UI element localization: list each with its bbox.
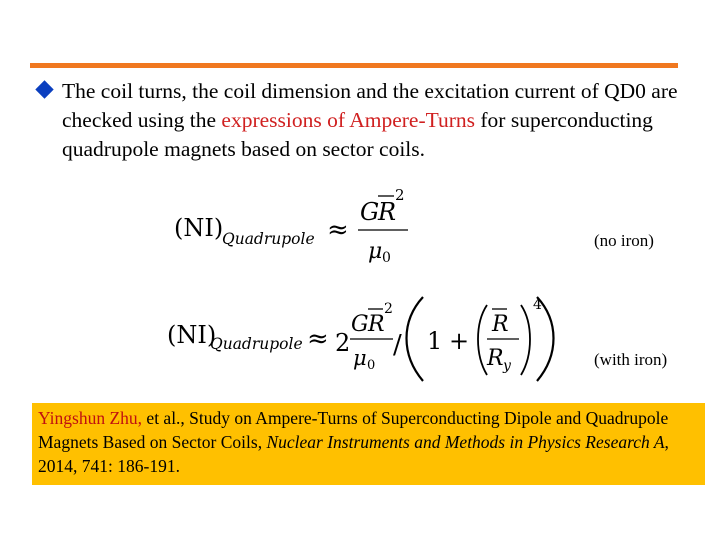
reference-middle: et al., Study on Ampere-Turns of Superconducting Dipole and Quadrupole Magnets Based on Sector Coils,	[38, 408, 669, 452]
eq2-den-mu: μ	[353, 346, 367, 370]
eq1-num-exp: 2	[395, 186, 405, 204]
eq2-num-g: G	[351, 312, 369, 337]
bullet-text-after: for superconducting quadrupole magnets based on sector coils.	[62, 108, 653, 161]
diamond-icon	[35, 80, 53, 98]
eq2-one: 1	[427, 327, 443, 355]
eq2-inner-num: R	[492, 312, 509, 337]
reference-box	[32, 403, 705, 485]
bullet-text-before: The coil turns, the coil dimension and the excitation current of QD0 are checked using the	[62, 79, 678, 132]
eq2-relation: ≈	[307, 324, 329, 354]
eq1-lhs: (NI)	[174, 214, 224, 242]
eq2-outer-exp: 4	[533, 297, 542, 313]
eq1-num-r: R	[378, 198, 397, 226]
reference-journal: Nuclear Instruments and Methods in Physics Research A	[266, 432, 665, 452]
top-accent-rule	[30, 63, 678, 68]
eq1-num-g: G	[360, 198, 380, 226]
eq2-inner-left-paren	[478, 305, 487, 375]
equation-with-iron	[165, 293, 575, 385]
eq1-lhs-sub: Quadrupole	[222, 230, 315, 248]
bullet-highlight: expressions of Ampere-Turns	[221, 108, 476, 132]
note-no-iron: (no iron)	[594, 231, 654, 250]
eq2-slash: /	[393, 330, 402, 360]
bullet-text	[62, 77, 682, 164]
eq2-plus: +	[449, 327, 470, 355]
eq2-lhs-sub: Quadrupole	[210, 335, 303, 353]
eq2-inner-right-paren	[521, 305, 530, 375]
equation-no-iron	[172, 182, 412, 268]
eq2-num-exp: 2	[384, 301, 393, 317]
eq1-relation: ≈	[327, 215, 349, 245]
note-with-iron: (with iron)	[594, 350, 668, 369]
eq2-left-paren	[407, 297, 424, 381]
eq2-lhs: (NI)	[167, 321, 217, 349]
eq1-den-mu: μ	[368, 239, 383, 264]
eq2-inner-den-r: R	[487, 346, 504, 371]
eq2-coef: 2	[335, 329, 351, 357]
eq2-num-r: R	[368, 312, 385, 337]
eq2-den-sub: 0	[367, 358, 376, 373]
eq2-inner-den-sub: y	[503, 358, 511, 374]
reference-tail: , 2014, 741: 186-191.	[38, 432, 669, 476]
reference-author: Yingshun Zhu,	[38, 408, 143, 428]
eq1-den-sub: 0	[382, 250, 391, 266]
